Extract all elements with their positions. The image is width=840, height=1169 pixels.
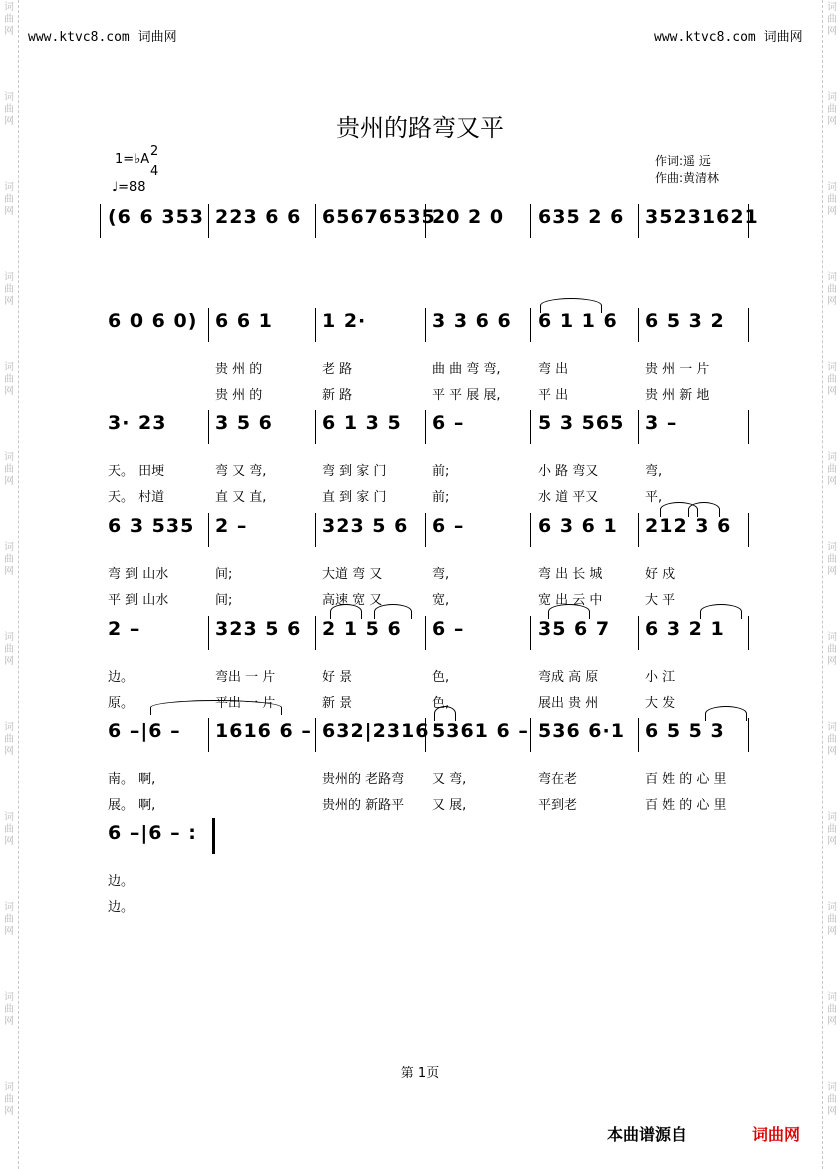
measure-notes: 3 – xyxy=(645,412,678,434)
lyric-verse-1: 百 姓 的 心 里 xyxy=(645,772,727,787)
watermark-text: 词 曲 网 xyxy=(827,2,837,37)
watermark-text: 词 曲 网 xyxy=(4,722,14,757)
measure-notes: 6 1 3 5 xyxy=(322,412,402,434)
watermark-text: 词 曲 网 xyxy=(827,272,837,307)
lyric-verse-1: 弯出 一 片 xyxy=(215,670,276,685)
measure-notes: 6 – xyxy=(432,515,465,537)
measure-notes: (6 6 353 xyxy=(108,206,205,228)
slur-mark xyxy=(700,604,742,619)
composer-credit: 作曲:黄清林 xyxy=(655,171,720,185)
watermark-text: 词 曲 网 xyxy=(827,722,837,757)
lyric-verse-2: 贵州的 新路平 xyxy=(322,798,405,813)
lyric-verse-2: 平 出 xyxy=(538,388,569,403)
measure-notes: 2 – xyxy=(215,515,248,537)
bar-line xyxy=(748,513,749,547)
lyric-verse-2: 色, xyxy=(432,696,450,711)
lyric-verse-1: 贵 州 的 xyxy=(215,362,263,377)
lyric-verse-1: 色, xyxy=(432,670,450,685)
watermark-text: 词 曲 网 xyxy=(4,362,14,397)
lyric-verse-1: 好 戍 xyxy=(645,567,676,582)
bar-line xyxy=(638,204,639,238)
measure-notes: 2 1 5 6 xyxy=(322,618,402,640)
watermark-text: 词 曲 网 xyxy=(827,902,837,937)
watermark-text: 词 曲 网 xyxy=(827,362,837,397)
lyric-verse-1: 前; xyxy=(432,464,450,479)
song-title: 贵州的路弯又平 xyxy=(336,114,504,142)
bar-line xyxy=(425,513,426,547)
slur-mark xyxy=(374,604,412,619)
watermark-text: 词 曲 网 xyxy=(827,1082,837,1117)
bar-line xyxy=(315,308,316,342)
bar-line xyxy=(638,513,639,547)
watermark-text: 词 曲 网 xyxy=(4,1082,14,1117)
time-signature-bottom: 4 xyxy=(150,164,159,179)
watermark-text: 词 曲 网 xyxy=(827,182,837,217)
source-label: 本曲谱源自 xyxy=(607,1125,688,1144)
lyric-verse-1: 好 景 xyxy=(322,670,353,685)
lyric-verse-2: 平, xyxy=(645,490,663,505)
measure-notes: 35 6 7 xyxy=(538,618,611,640)
bar-line xyxy=(315,718,316,752)
lyric-verse-1: 弯 出 xyxy=(538,362,569,377)
measure-notes: 6 – xyxy=(432,412,465,434)
bar-line xyxy=(425,616,426,650)
slur-mark xyxy=(688,502,720,517)
slur-mark xyxy=(705,706,747,721)
measure-notes: 3 5 6 xyxy=(215,412,273,434)
lyric-verse-2: 间; xyxy=(215,593,233,608)
lyric-verse-2: 高速 宽 又 xyxy=(322,593,383,608)
watermark-text: 词 曲 网 xyxy=(4,632,14,667)
lyric-verse-2: 贵 州 新 地 xyxy=(645,388,710,403)
lyric-verse-1: 弯 又 弯, xyxy=(215,464,267,479)
left-watermark-strip xyxy=(0,0,19,1169)
lyric-verse-2: 百 姓 的 心 里 xyxy=(645,798,727,813)
lyric-verse-2: 宽 出 云 中 xyxy=(538,593,603,608)
bar-line xyxy=(530,204,531,238)
lyric-verse-2: 原。 xyxy=(108,696,135,711)
measure-notes: 6 1 1 6 xyxy=(538,310,618,332)
watermark-text: 词 曲 网 xyxy=(4,902,14,937)
time-signature-top: 2 xyxy=(150,144,159,159)
lyric-verse-1: 曲 曲 弯 弯, xyxy=(432,362,501,377)
bar-line xyxy=(425,204,426,238)
lyricist-credit: 作词:遥 远 xyxy=(655,154,711,168)
bar-line xyxy=(208,308,209,342)
measure-notes: 6 –|6 – xyxy=(108,720,181,742)
lyric-verse-1: 南。 啊, xyxy=(108,772,156,787)
tempo-marking: ♩=88 xyxy=(112,180,146,195)
watermark-text: 词 曲 网 xyxy=(4,272,14,307)
bar-line xyxy=(208,513,209,547)
bar-line xyxy=(638,410,639,444)
lyric-verse-2: 前; xyxy=(432,490,450,505)
measure-notes: 6 – xyxy=(432,618,465,640)
lyric-verse-2: 平 平 展 展, xyxy=(432,388,501,403)
measure-notes: 6 3 6 1 xyxy=(538,515,618,537)
bar-line xyxy=(748,718,749,752)
measure-notes: 6 6 1 xyxy=(215,310,273,332)
measure-notes: 65676535 xyxy=(322,206,436,228)
lyric-verse-1: 弯在老 xyxy=(538,772,578,787)
lyric-verse-1: 贵 州 一 片 xyxy=(645,362,710,377)
lyric-verse-2: 直 又 直, xyxy=(215,490,267,505)
measure-notes: 6 0 6 0) xyxy=(108,310,198,332)
measure-notes: 323 5 6 xyxy=(322,515,409,537)
watermark-text: 词 曲 网 xyxy=(4,542,14,577)
lyric-verse-2: 平到老 xyxy=(538,798,578,813)
bar-line xyxy=(748,204,749,238)
watermark-text: 词 曲 网 xyxy=(4,92,14,127)
lyric-verse-1: 天。 田埂 xyxy=(108,464,165,479)
lyric-verse-1: 弯成 高 原 xyxy=(538,670,599,685)
bar-line xyxy=(315,410,316,444)
lyric-verse-2: 天。 村道 xyxy=(108,490,165,505)
bar-line xyxy=(315,204,316,238)
lyric-verse-1: 弯 到 山水 xyxy=(108,567,169,582)
bar-line xyxy=(748,308,749,342)
bar-line xyxy=(748,616,749,650)
bar-line xyxy=(208,204,209,238)
slur-mark xyxy=(540,298,602,313)
measure-notes: 1616 6 – xyxy=(215,720,312,742)
lyric-verse-1: 贵州的 老路弯 xyxy=(322,772,405,787)
lyric-verse-1: 弯, xyxy=(645,464,663,479)
bar-line xyxy=(638,718,639,752)
lyric-verse-2: 大 发 xyxy=(645,696,676,711)
bar-line xyxy=(208,616,209,650)
lyric-verse-2: 大 平 xyxy=(645,593,676,608)
lyric-verse-2: 展。 啊, xyxy=(108,798,156,813)
measure-notes: 6 3 535 xyxy=(108,515,195,537)
lyric-verse-2: 新 景 xyxy=(322,696,353,711)
measure-notes: 536 6·1 xyxy=(538,720,625,742)
measure-notes: 35231621 xyxy=(645,206,759,228)
watermark-text: 词 曲 网 xyxy=(827,992,837,1027)
bar-line xyxy=(425,410,426,444)
measure-notes: 635 2 6 xyxy=(538,206,625,228)
lyric-verse-1: 边。 xyxy=(108,670,135,685)
lyric-verse-1: 弯, xyxy=(432,567,450,582)
lyric-verse-1: 大道 弯 又 xyxy=(322,567,383,582)
measure-notes: 6 –|6 – : xyxy=(108,822,197,844)
lyric-verse-2: 平出 一 片 xyxy=(215,696,276,711)
bar-line xyxy=(530,616,531,650)
measure-notes: 6 3 2 1 xyxy=(645,618,725,640)
bar-line xyxy=(638,616,639,650)
lyric-verse-2: 平 到 山水 xyxy=(108,593,169,608)
lyric-verse-2: 展出 贵 州 xyxy=(538,696,599,711)
measure-notes: 5361 6 – xyxy=(432,720,529,742)
bar-line xyxy=(315,513,316,547)
opening-bar-line xyxy=(100,204,101,238)
watermark-text: 词 曲 网 xyxy=(827,632,837,667)
lyric-verse-2: 新 路 xyxy=(322,388,353,403)
lyric-verse-1: 弯 到 家 门 xyxy=(322,464,387,479)
watermark-text: 词 曲 网 xyxy=(4,992,14,1027)
bar-line xyxy=(208,718,209,752)
watermark-text: 词 曲 网 xyxy=(827,452,837,487)
bar-line xyxy=(315,616,316,650)
measure-notes: 223 6 6 xyxy=(215,206,302,228)
measure-notes: 212 3 6 xyxy=(645,515,732,537)
lyric-verse-2: 贵 州 的 xyxy=(215,388,263,403)
lyric-verse-1: 间; xyxy=(215,567,233,582)
lyric-verse-1: 小 路 弯又 xyxy=(538,464,599,479)
watermark-text: 词 曲 网 xyxy=(827,812,837,847)
page-number: 第 1页 xyxy=(400,1066,440,1081)
lyric-verse-2: 直 到 家 门 xyxy=(322,490,387,505)
lyric-verse-1: 弯 出 长 城 xyxy=(538,567,603,582)
source-site-link[interactable]: 词曲网 xyxy=(752,1125,801,1144)
bar-line xyxy=(530,410,531,444)
lyric-verse-1: 又 弯, xyxy=(432,772,467,787)
right-watermark-strip xyxy=(822,0,840,1169)
lyric-verse-1: 老 路 xyxy=(322,362,353,377)
measure-notes: 3· 23 xyxy=(108,412,167,434)
measure-notes: 3 3 6 6 xyxy=(432,310,512,332)
slur-mark xyxy=(330,604,362,619)
slur-mark xyxy=(434,706,456,721)
bar-line xyxy=(425,308,426,342)
watermark-text: 词 曲 网 xyxy=(4,2,14,37)
header-site-left[interactable]: www.ktvc8.com 词曲网 xyxy=(28,30,177,45)
lyric-verse-2: 宽, xyxy=(432,593,450,608)
slur-mark xyxy=(548,604,590,619)
measure-notes: 323 5 6 xyxy=(215,618,302,640)
watermark-text: 词 曲 网 xyxy=(4,182,14,217)
bar-line xyxy=(638,308,639,342)
bar-line xyxy=(208,410,209,444)
measure-notes: 6 5 5 3 xyxy=(645,720,725,742)
bar-line xyxy=(530,308,531,342)
lyric-verse-1: 边。 xyxy=(108,874,135,889)
measure-notes: 20 2 0 xyxy=(432,206,505,228)
bar-line xyxy=(748,410,749,444)
bar-line xyxy=(425,718,426,752)
measure-notes: 632|2316 xyxy=(322,720,430,742)
lyric-verse-2: 水 道 平又 xyxy=(538,490,599,505)
measure-notes: 5 3 565 xyxy=(538,412,625,434)
bar-line xyxy=(530,718,531,752)
measure-notes: 6 5 3 2 xyxy=(645,310,725,332)
lyric-verse-2: 又 展, xyxy=(432,798,467,813)
watermark-text: 词 曲 网 xyxy=(4,452,14,487)
key-signature: 1=♭A xyxy=(115,152,150,167)
measure-notes: 1 2· xyxy=(322,310,367,332)
final-repeat-bar xyxy=(212,818,215,854)
measure-notes: 2 – xyxy=(108,618,141,640)
bar-line xyxy=(530,513,531,547)
watermark-text: 词 曲 网 xyxy=(827,92,837,127)
watermark-text: 词 曲 网 xyxy=(827,542,837,577)
watermark-text: 词 曲 网 xyxy=(4,812,14,847)
lyric-verse-2: 边。 xyxy=(108,900,135,915)
header-site-right[interactable]: www.ktvc8.com 词曲网 xyxy=(654,30,803,45)
slur-mark xyxy=(150,700,282,715)
lyric-verse-1: 小 江 xyxy=(645,670,676,685)
